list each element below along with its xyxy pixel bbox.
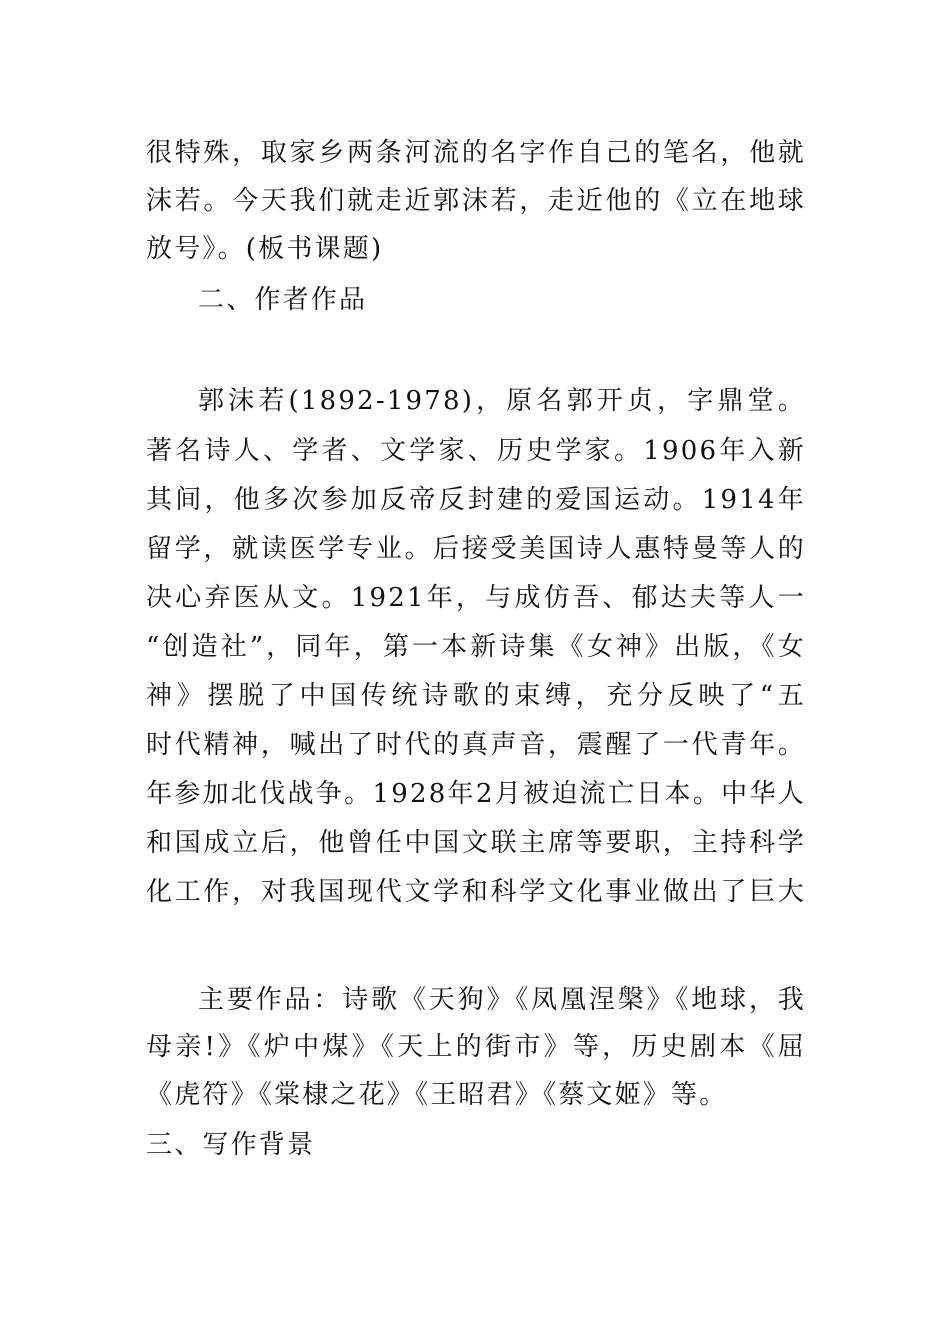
intro-line-3: 放号》。(板书课题) xyxy=(146,234,384,264)
intro-line-2: 沫若。今天我们就走近郭沫若，走近他的《立在地球 xyxy=(146,186,806,216)
bio-line-7: 神》摆脱了中国传统诗歌的束缚，充分反映了“五 xyxy=(146,681,806,711)
works-line-1: 主要作品：诗歌《天狗》《凤凰涅槃》《地球，我 xyxy=(198,985,806,1015)
bio-line-3: 其间，他多次参加反帝反封建的爱国运动。1914年 xyxy=(146,485,806,515)
bio-line-6: “创造社”，同年，第一本新诗集《女神》出版，《女 xyxy=(146,632,806,662)
bio-line-9: 年参加北伐战争。1928年2月被迫流亡日本。中华人 xyxy=(146,779,806,809)
section-heading-writing-background: 三、写作背景 xyxy=(146,1130,316,1160)
section-heading-authors-works: 二、作者作品 xyxy=(198,285,368,315)
bio-line-8: 时代精神，喊出了时代的真声音，震醒了一代青年。 xyxy=(146,730,806,760)
works-line-2: 母亲!》《炉中煤》《天上的街市》等，历史剧本《屈 xyxy=(146,1032,806,1062)
bio-line-10: 和国成立后，他曾任中国文联主席等要职，主持科学 xyxy=(146,828,806,858)
intro-line-1: 很特殊，取家乡两条河流的名字作自己的笔名，他就 xyxy=(146,138,806,168)
bio-line-1: 郭沫若(1892-1978)，原名郭开贞，字鼎堂。 xyxy=(198,386,806,416)
works-line-3: 《虎符》《棠棣之花》《王昭君》《蔡文姬》等。 xyxy=(146,1080,728,1110)
bio-line-5: 决心弃医从文。1921年，与成仿吾、郁达夫等人一 xyxy=(146,583,806,613)
bio-line-2: 著名诗人、学者、文学家、历史学家。1906年入新 xyxy=(146,436,806,466)
bio-line-11: 化工作，对我国现代文学和科学文化事业做出了巨大 xyxy=(146,877,806,907)
bio-line-4: 留学，就读医学专业。后接受美国诗人惠特曼等人的 xyxy=(146,534,806,564)
